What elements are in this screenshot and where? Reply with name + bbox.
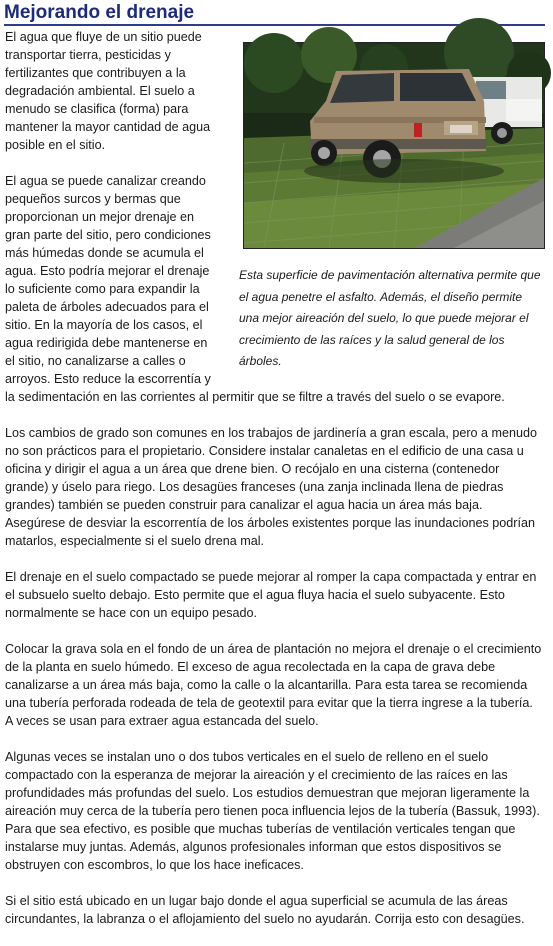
page-title: Mejorando el drenaje [4,2,195,23]
paragraph-6: Algunas veces se instalan uno o dos tubos verticales en el suelo de relleno en el suelo compactado con la esperanza de mejorar la aireación y el crecimiento de las raíces en las profundidades más profundas del suelo. Los estudios demuestran que mejoran ligeramente la aireación muy cerca de la tubería pero tienen poca influencia lejos de la tubería (Bassuk, 1993). Para que sea efectivo, es posible que muchas tuberías de ventilación verticales tengan que instalarse muy juntas. Además, algunos profesionales informan que estos dispositivos se obstruyen con escombros, lo que los hace ineficaces. [5,750,540,872]
paragraph-4: El drenaje en el suelo compactado se puede mejorar al romper la capa compactada y entrar en el subsuelo suelto debajo. Esto permite que el agua fluya hacia el suelo subyacente. Esto normalmente se hace con un equipo pesado. [5,570,537,620]
paragraph-7: Si el sitio está ubicado en un lugar bajo donde el agua superficial se acumula de las áreas circundantes, la labranza o el aflojamiento del suelo no ayudarán. Corrija esto con desagües. [5,894,525,926]
paragraph-3: Los cambios de grado son comunes en los trabajos de jardinería a gran escala, pero a menudo no son prácticos para el propietario. Considere instalar canaletas en el edificio de una casa u oficina y dirigir el agua a un área que drene bien. O recójalo en una cisterna (contenedor grande) y úselo para riego. Los desagües franceses (una zanja inclinada llena de piedras grandes) también se pueden construir para canalizar el agua hacia un área más baja. Asegúrese de desviar la escorrentía de los árboles existentes porque las inundaciones podrían matarlos, especialmente si el suelo drena mal. [5,426,538,548]
paragraph-2: El agua se puede canalizar creando pequeños surcos y bermas que proporcionan un mejor drenaje en gran parte del sitio, pero condiciones más húmedas donde se acumula el agua. Esto podría mejorar el drenaje lo suficiente como para expandir la paleta de árboles adecuados para el sitio. En la mayoría de los casos, el agua redirigida debe mantenerse en el sitio, no canalizarse a calles o arroyos. Esto reduce la escorrentía y la sedimentación en las corrientes al permitir que se filtre a través del suelo o se evapore. [5,174,505,404]
article-body [5,28,543,946]
paragraph-5: Colocar la grava sola en el fondo de un área de plantación no mejora el drenaje o el crecimiento de la planta en suelo húmedo. El exceso de agua recolectada en la capa de grava debe canalizarse a un área más baja, como la calle o la alcantarilla. Para esta tarea se recomienda una tubería perforada rodeada de tela de geotextil para evitar que la tierra ingrese a la tubería. A veces se usan para extraer agua estancada del suelo. [5,642,542,728]
paragraph-1: El agua que fluye de un sitio puede transportar tierra, pesticidas y fertilizantes que contribuyen a la degradación ambiental. El suelo a menudo se clasifica (forma) para mantener la mayor cantidad de agua posible en el sitio. [5,30,211,152]
photo-caption: Esta superficie de pavimentación alternativa permite que el agua penetre el asfalto. Además, el diseño permite una mejor aireación del suelo, lo que puede mejorar el crecimiento de las raíces y la salud general de los árboles. [239,268,541,368]
photo [243,42,545,249]
figure [233,42,543,373]
